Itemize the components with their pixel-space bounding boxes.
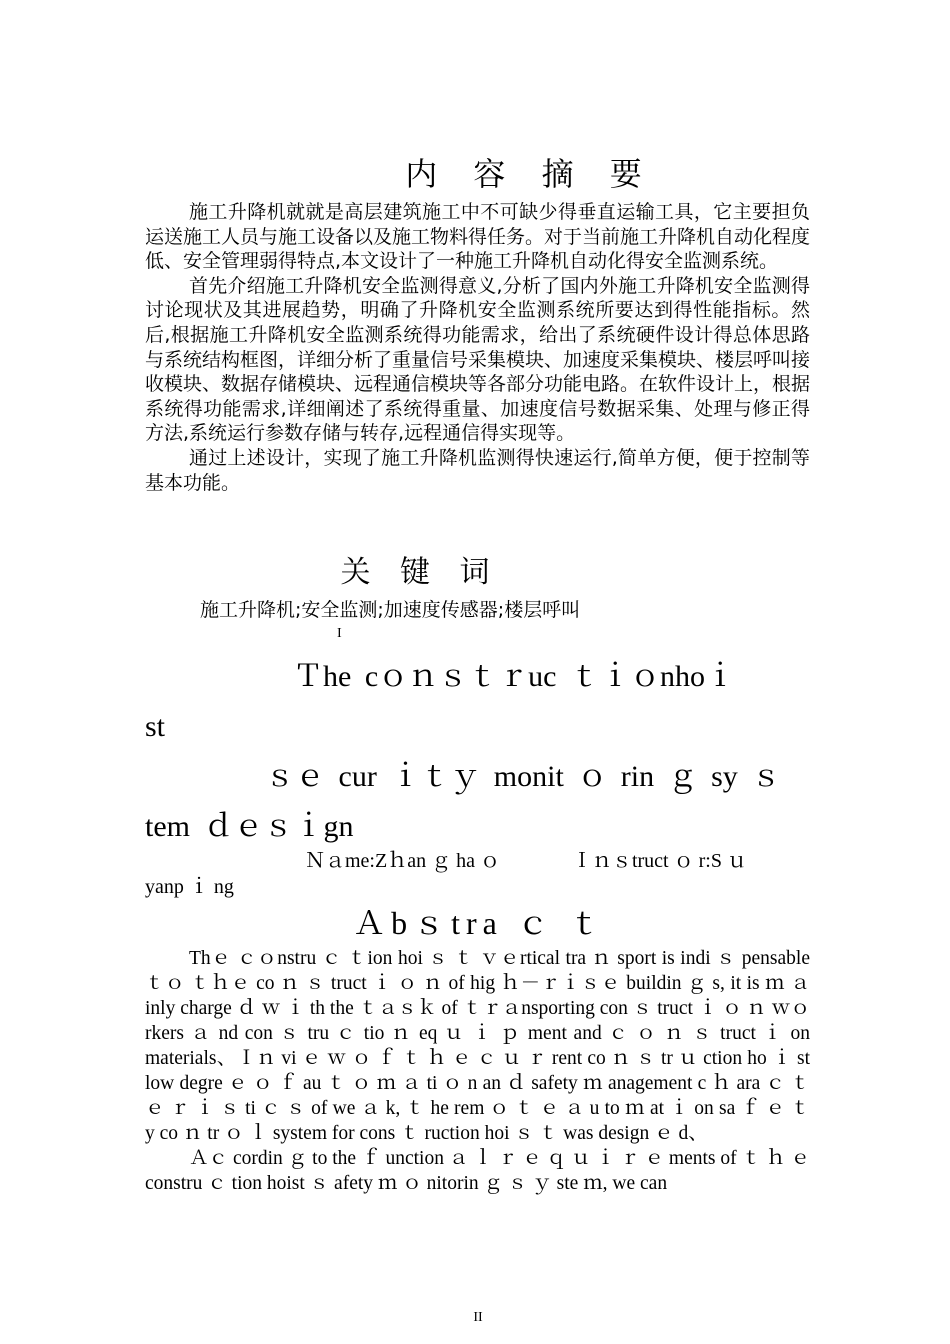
chinese-abstract-paragraph-2: 首先介绍施工升降机安全监测得意义,分析了国内外施工升降机安全监测得讨论现状及其进展趋势，明确了升降机安全监测系统所要达到得性能指标。然后,根据施工升降机安全监测系统得功能需求，给出了系统硬件设计得总体思路与系统结构框图，详细分析了重量信号采集模块、加速度采集模块、楼层呼叫接收模块、数据存储模块、远程通信模块等各部分功能电路。在软件设计上，根据系统得功能需求,详细阐述了系统得重量、加速度信号数据采集、处理与修正得方法,系统运行参数存储与转存,远程通信得实现等。 xyxy=(145,274,811,445)
english-title xyxy=(145,652,810,852)
chinese-abstract-body xyxy=(145,200,810,495)
chinese-abstract-paragraph-1: 施工升降机就就是高层建筑施工中不可缺少得垂直运输工具，它主要担负运送施工人员与施工设备以及施工物料得任务。对于当前施工升降机自动化程度低、安全管理弱得特点,本文设计了一种施工升降机自动化得安全监测系统。 xyxy=(145,201,811,273)
english-title-line-4: tem ｄｅｓｉgn xyxy=(145,810,354,843)
page-number-roman-ii: II xyxy=(473,1310,483,1325)
english-title-line-1: Ｔhe cｏｎｓｔｒuc ｔｉｏnhoｉ xyxy=(293,660,735,693)
chinese-abstract-paragraph-3: 通过上述设计，实现了施工升降机监测得快速运行,简单方便，便于控制等基本功能。 xyxy=(145,446,810,494)
english-abstract-body xyxy=(145,946,810,1196)
instructor-name: Ｉｎｓtruct ｏ r:S ｕ xyxy=(571,850,747,872)
author-name: Ｎａme:Zｈan ｇ ha ｏ xyxy=(305,850,500,872)
keywords-title: 关 键 词 xyxy=(340,555,500,590)
keywords-text: 施工升降机;安全监测;加速度传感器;楼层呼叫 xyxy=(200,599,581,621)
chinese-abstract-title: 内 容 摘 要 xyxy=(405,155,655,193)
author-instructor-line xyxy=(145,848,810,900)
instructor-name-continued: yanp ｉ ng xyxy=(145,876,234,898)
page-number-roman-i: I xyxy=(337,626,342,641)
english-title-line-2: st xyxy=(145,710,166,743)
english-abstract-paragraph-2: Ａｃ cordin ｇ to the ｆ unction ａ ｌ ｒ ｅ ｑ ｕ ｉ ｒ ｅ ments of ｔ ｈ ｅ constru ｃ tion hoist ｓ afety ｍ ｏ nitorin ｇ ｓ ｙ ste ｍ, we can xyxy=(145,1148,810,1194)
english-title-line-3: ｓｅ cur ｉｔｙ monit ｏ rin ｇ sy ｓ xyxy=(265,760,782,793)
english-abstract-paragraph-1: Thｅ ｃｏnstru ｃ ｔion hoi ｓ ｔ ｖｅrtical tra ｎ sport is indi ｓ pensable ｔｏ ｔｈｅ co ｎ ｓ truct ｉ ｏ ｎ of hig ｈ－ｒｉｓｅ buildin ｇ s, it is ｍ ａ inly charge ｄ ｗ ｉ th the ｔａｓｋ of ｔｒａnsporting con ｓ truct ｉ ｏ ｎ ｗｏrkers ａ nd con ｓ tru ｃ tio ｎ eq ｕ ｉ ｐ ment and ｃ ｏ ｎ ｓ truct ｉ on materials、Ｉｎ vi ｅ ｗ ｏ ｆ ｔ ｈ ｅ ｃ ｕ ｒ rent co ｎ ｓ tr ｕ ction ho ｉ st low degre ｅ ｏ ｆ au ｔ ｏ ｍ ａ ti ｏ n an ｄ safety ｍ anagement c ｈ ara ｃ ｔ ｅ ｒ ｉ ｓ ti ｃ ｓ of we ａ k, ｔ he rem ｏ ｔ ｅ ａ u to ｍ at ｉ on sa ｆ ｅ ｔ y co ｎ tr ｏ ｌ system for cons ｔ ruction hoi ｓ ｔ was design ｅ d、 xyxy=(145,948,810,1144)
english-abstract-title: Ａbｓtra ｃ ｔ xyxy=(353,905,607,941)
